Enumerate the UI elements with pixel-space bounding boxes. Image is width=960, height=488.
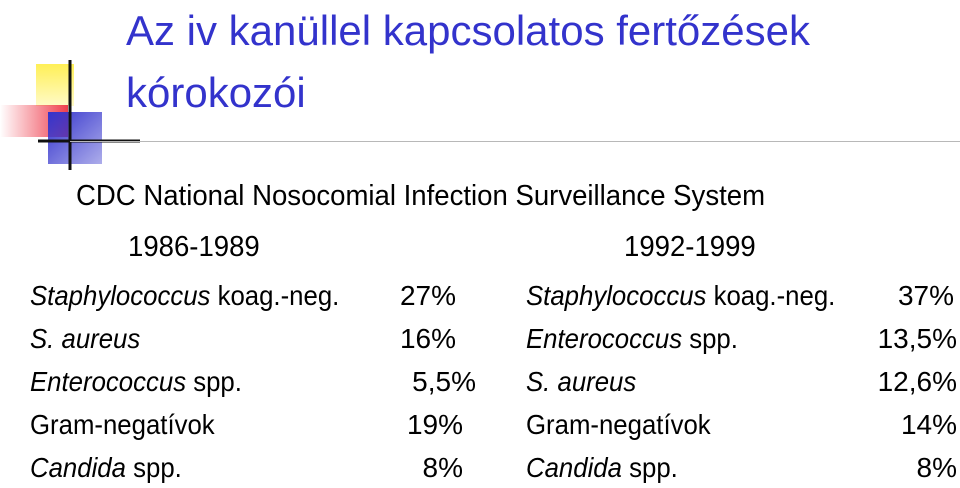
title-divider <box>70 141 960 142</box>
pathogen-name: S. aureus <box>30 323 141 354</box>
percentage-value: 5,5% <box>412 366 476 397</box>
percentage-value: 14% <box>900 409 957 440</box>
pathogen-name: Staphylococcus koag.-neg. <box>526 280 836 311</box>
pathogen-name: Gram-negatívok <box>526 409 711 440</box>
period-heading-1992: 1992-1999 <box>624 231 756 263</box>
percentage-value: 27% <box>399 280 456 311</box>
percentage-value: 37% <box>897 280 954 311</box>
corner-decoration <box>0 0 140 170</box>
pathogen-name: S. aureus <box>526 366 637 397</box>
slide-title-line1: Az iv kanüllel kapcsolatos fertőzések <box>126 7 810 54</box>
decor-blue-square <box>48 112 102 164</box>
pathogen-name: Gram-negatívok <box>30 409 215 440</box>
pathogen-name: Staphylococcus koag.-neg. <box>30 280 340 311</box>
pathogen-name: Enterococcus spp. <box>526 323 738 354</box>
percentage-value: 19% <box>406 409 463 440</box>
subtitle: CDC National Nosocomial Infection Surveillance System <box>76 180 766 212</box>
percentage-value: 8% <box>916 452 957 483</box>
percentage-value: 16% <box>399 323 456 354</box>
period-heading-1986: 1986-1989 <box>128 231 260 263</box>
slide-title <box>126 0 810 124</box>
pathogen-name: Candida spp. <box>526 452 678 483</box>
slide-title-line2: kórokozói <box>126 69 306 116</box>
pathogen-name: Enterococcus spp. <box>30 366 242 397</box>
decor-yellow-square <box>36 64 74 106</box>
percentage-value: 8% <box>422 452 463 483</box>
pathogen-name: Candida spp. <box>30 452 182 483</box>
percentage-value: 13,5% <box>877 323 957 354</box>
percentage-value: 12,6% <box>877 366 957 397</box>
